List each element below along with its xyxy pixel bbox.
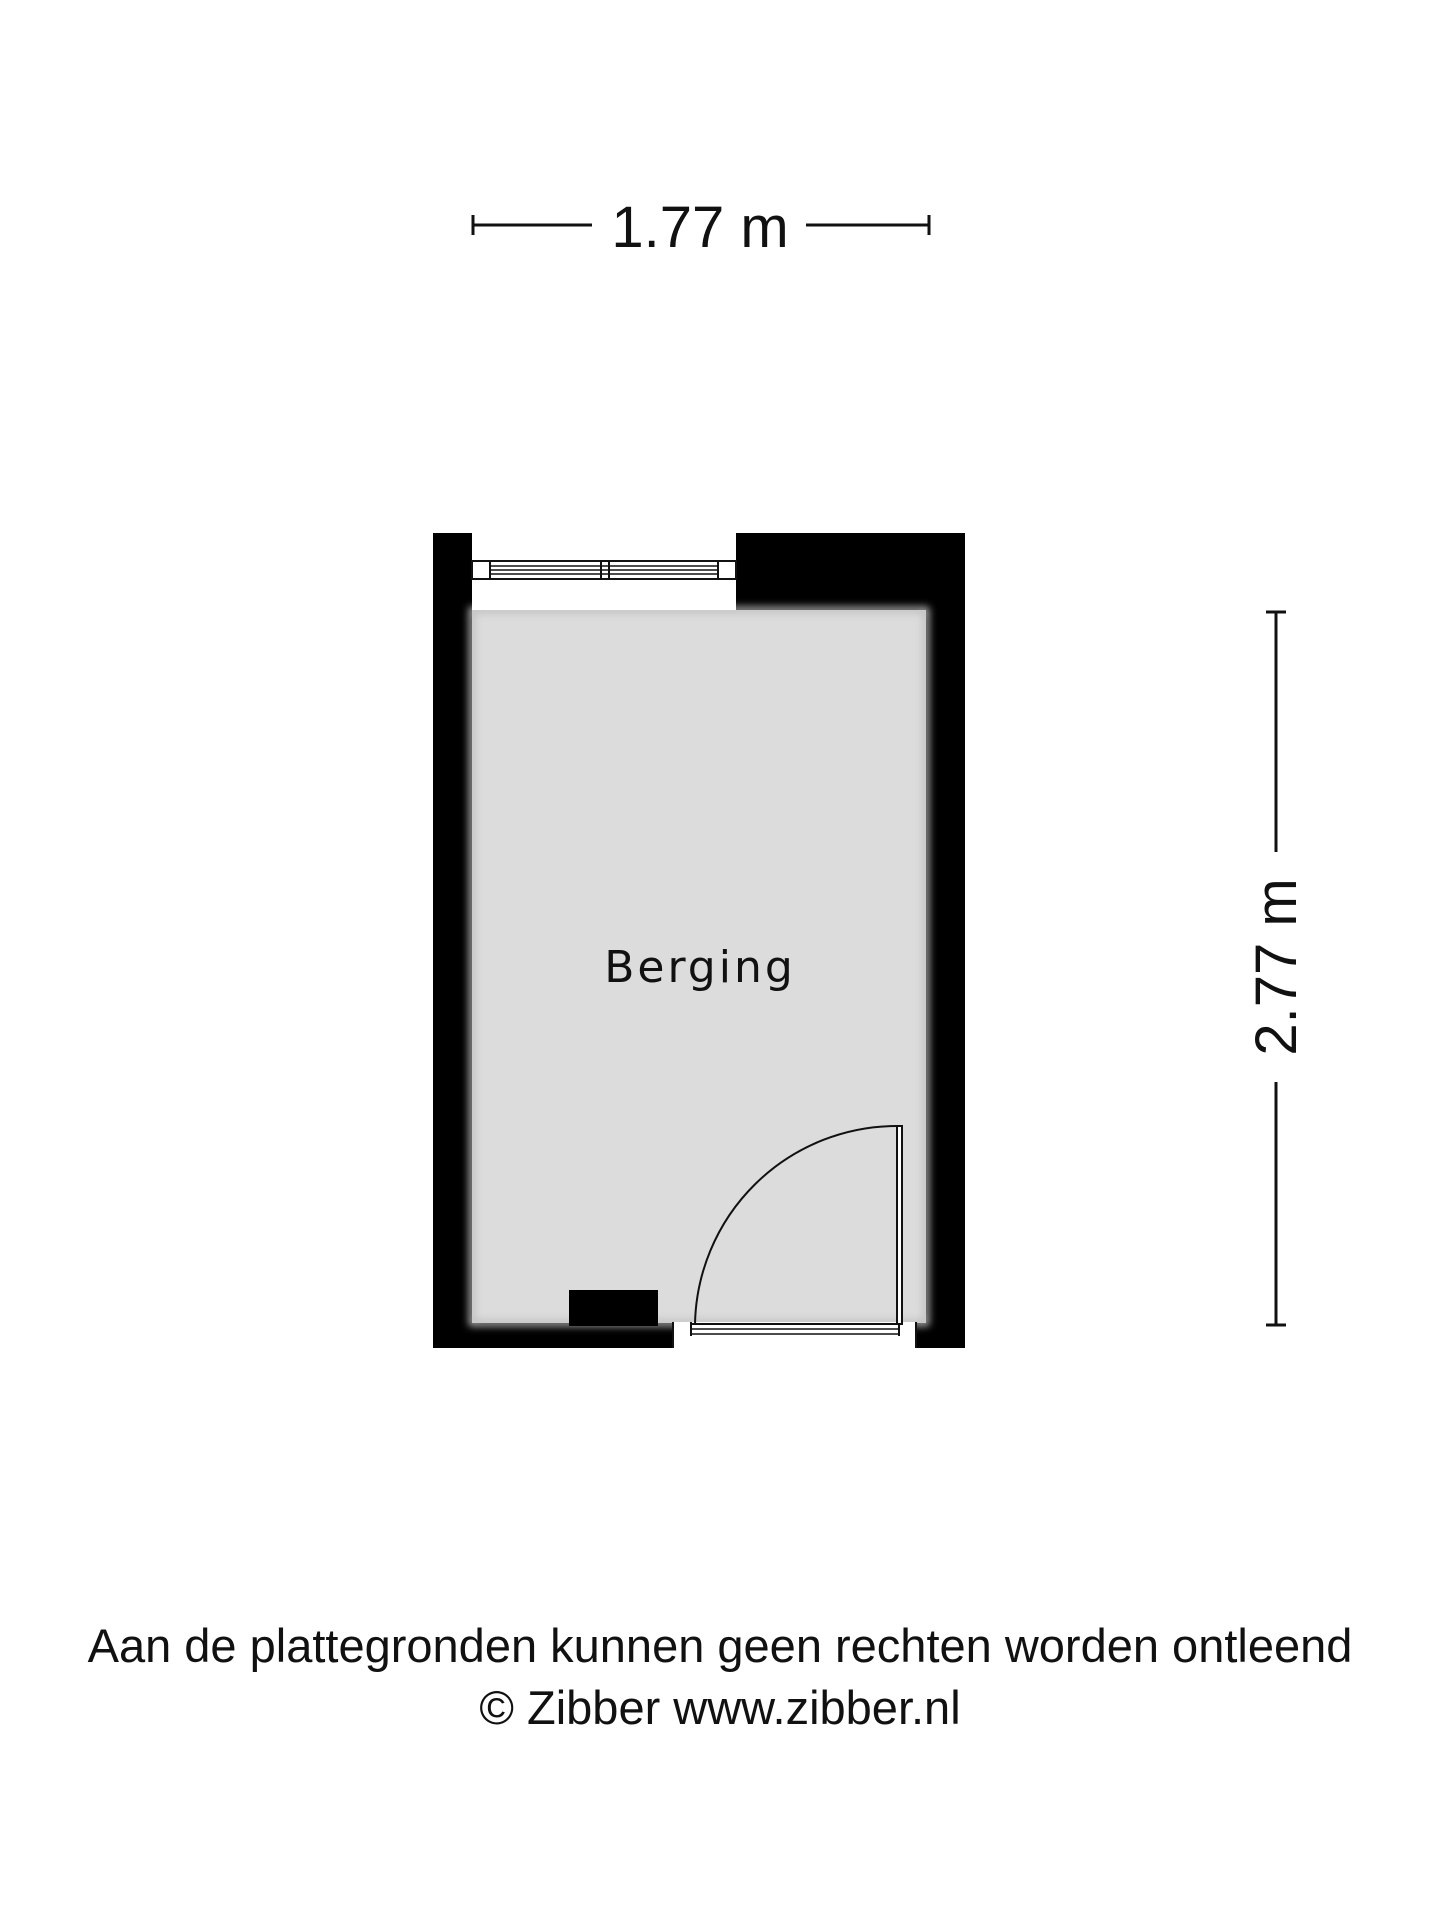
height-label: 2.77 m <box>1244 878 1309 1056</box>
height-dimension <box>1244 612 1309 1325</box>
width-label: 1.77 m <box>611 195 789 260</box>
disclaimer-text: Aan de plattegronden kunnen geen rechten worden ontleend <box>87 1619 1353 1672</box>
wall-block <box>569 1290 658 1326</box>
room-berging <box>433 533 965 1348</box>
copyright-text: © Zibber www.zibber.nl <box>479 1681 961 1734</box>
width-dimension <box>473 195 929 260</box>
room-label: Berging <box>604 942 796 993</box>
door-opening <box>673 1322 916 1348</box>
window <box>472 561 736 579</box>
